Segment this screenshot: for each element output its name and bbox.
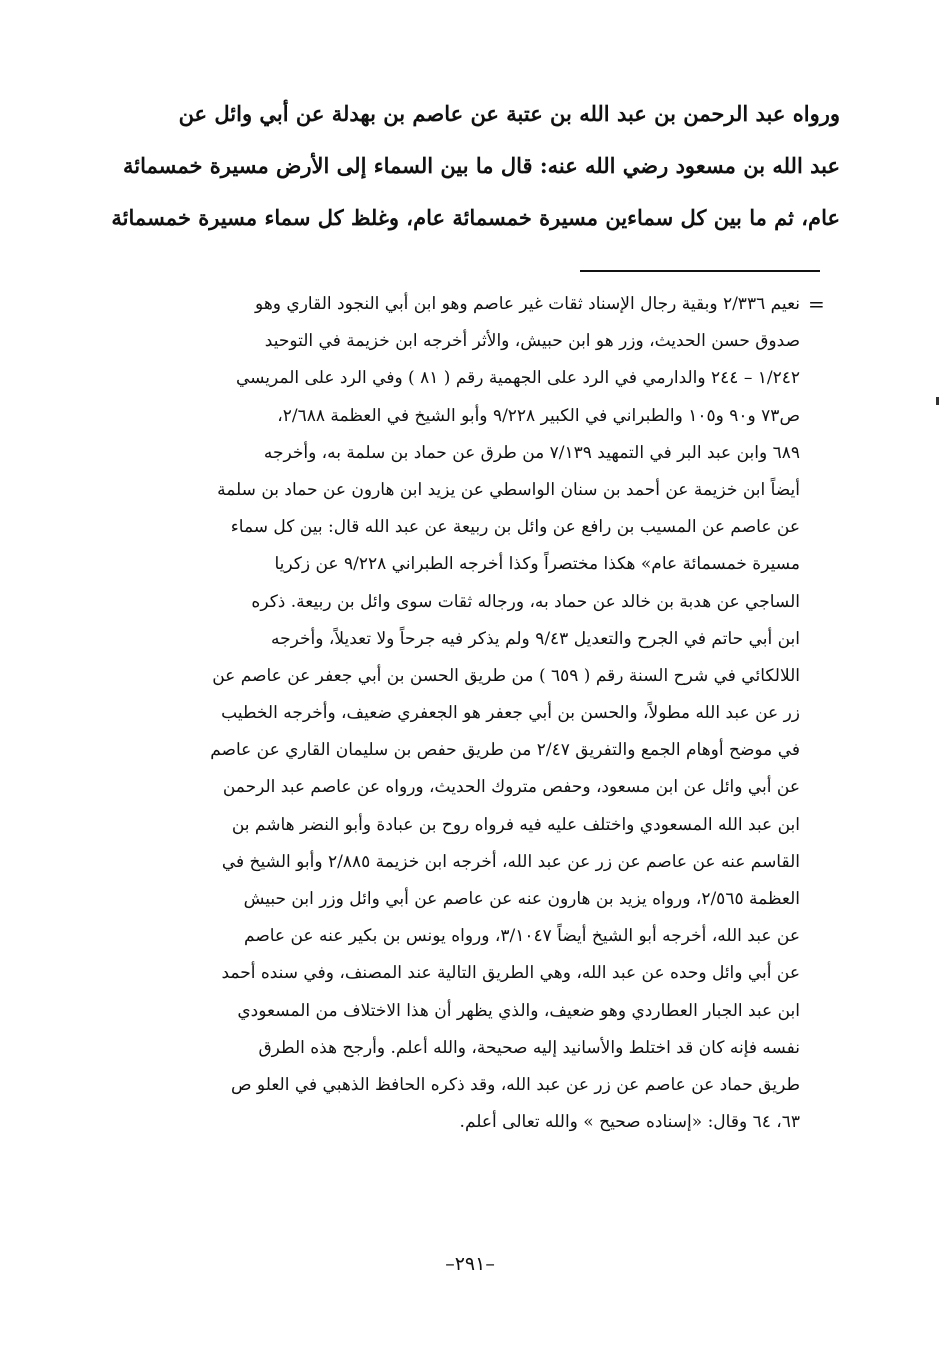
page-number: –٢٩١– [445,1253,495,1275]
footnote-line: صدوق حسن الحديث، وزر هو ابن حبيش، والأثر أخرجه ابن خزيمة في التوحيد [264,331,800,352]
footnote-line: عن عاصم عن المسيب بن رافع عن وائل بن ربيعة عن عبد الله قال: بين كل سماء [230,517,800,538]
footnote-separator [580,270,820,272]
footnote-line: ٦٣، ٦٤ وقال: «إسناده صحيح » والله تعالى أعلم. [459,1112,800,1133]
footnote-line: اللالكائي في شرح السنة رقم ( ٦٥٩ ) من طريق الحسن بن أبي جعفر عن عاصم عن [212,665,800,686]
main-text-line: ورواه عبد الرحمن بن عبد الله بن عتبة عن عاصم بن بهدلة عن أبي وائل عن [178,101,840,126]
footnote-line: ابن عبد الله المسعودي واختلف عليه فيه فرواه روح بن عبادة وأبو النضر هاشم بن [231,814,800,835]
footnote-line: مسيرة خمسمائة عام» هكذا مختصراً وكذا أخرجه الطبراني ٩/٢٢٨ عن زكريا [274,554,800,575]
footnote-line: ٦٨٩ وابن عبد البر في التمهيد ٧/١٣٩ من طرق عن حماد بن سلمة به، وأخرجه [263,442,800,463]
scan-speck [936,397,939,405]
footnote-line: طريق حماد عن عاصم عن زر عن عبد الله، وقد ذكره الحافظ الذهبي في العلو ص [230,1074,800,1095]
main-text [100,88,840,244]
main-text-line: عبد الله بن مسعود رضي الله عنه: قال ما بين السماء إلى الأرض مسيرة خمسمائة [122,153,840,178]
footnote-line: نفسه فإنه كان قد اختلط والأسانيد إليه صحيحة، والله أعلم. وأرجح هذه الطرق [258,1037,800,1058]
footnote-line: نعيم ٢/٣٣٦ وبقية رجال الإسناد ثقات غير عاصم وهو ابن أبي النجود القاري وهو [255,294,800,314]
footnote-line: زر عن عبد الله مطولاً، والحسن بن أبي جعفر هو الجعفري ضعيف، وأخرجه الخطيب [221,703,800,724]
footnote-line: عن عبد الله، أخرجه أبو الشيخ أيضاً ٣/١٠٤٧، ورواه يونس بن بكير عنه عن عاصم [244,926,800,947]
footnote-line: الساجي عن هدبة بن خالد عن حماد به، ورجاله ثقات سوى وائل بن ربيعة. ذكره [251,591,800,612]
footnote-line: ١/٢٤٢ – ٢٤٤ والدارمي في الرد على الجهمية رقم ( ٨١ ) وفي الرد على المريسي [235,368,800,389]
footnote-line: أيضاً ابن خزيمة عن أحمد بن سنان الواسطي عن يزيد ابن هارون عن حماد بن سلمة [217,479,800,500]
footnote-line: في موضح أوهام الجمع والتفريق ٢/٤٧ من طريق حفص بن سليمان القاري عن عاصم [210,740,800,761]
main-text-line: عام، ثم ما بين كل سماءين مسيرة خمسمائة عام، وغلظ كل سماء مسيرة خمسمائة [111,205,840,230]
footnote-line: القاسم عنه عن عاصم عن زر عن عبد الله، أخرجه ابن خزيمة ٢/٨٨٥ وأبو الشيخ في [221,851,800,872]
footnote-line: العظمة ٢/٥٦٥، ورواه يزيد بن هارون عنه عن عاصم عن أبي وائل وزر ابن حبيش [243,889,800,909]
footnote-block [110,286,800,1141]
footnote-continuation-mark: = [808,292,825,316]
footnote-line: ابن عبد الجبار العطاردي وهو ضعيف، والذي يظهر أن هذا الاختلاف من المسعودي [237,1000,800,1021]
footnote-line: عن أبي وائل عن ابن مسعود، وحفص متروك الحديث، ورواه عن عاصم عبد الرحمن [222,777,800,798]
footnote-line: ص٧٣ و٩٠ و١٠٥ والطبراني في الكبير ٩/٢٢٨ وأبو الشيخ في العظمة ٢/٦٨٨، [277,405,800,426]
footnote-line: عن أبي وائل وحده عن عبد الله، وهي الطريق التالية عند المصنف، وفي سنده أحمد [221,963,800,984]
footnote-line: ابن أبي حاتم في الجرح والتعديل ٩/٤٣ ولم يذكر فيه جرحاً ولا تعديلاً، وأخرجه [271,628,800,649]
